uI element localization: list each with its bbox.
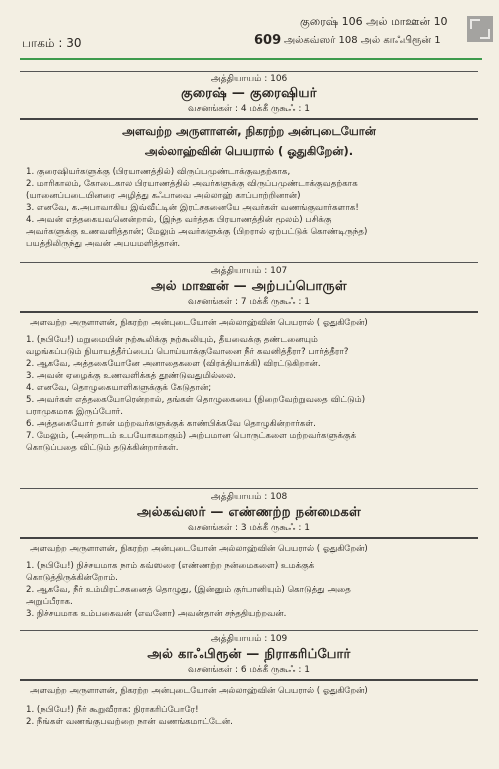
page-number: 609 xyxy=(254,33,282,48)
chapter-title: அல் காஃபிரூன் — நிராகரிப்போர் xyxy=(147,647,351,662)
section-label: பாகம் : 30 xyxy=(22,36,82,50)
verses-106 xyxy=(26,166,478,250)
chapter-meta: வசனங்கள் : 3 மக்கீ ருகூஃ : 1 xyxy=(188,523,310,533)
verse-line: அறுப்பீராக. xyxy=(26,597,73,607)
expand-icon[interactable] xyxy=(467,16,493,42)
divider xyxy=(20,71,478,72)
verse-line: 2. மாரிகாலம், கோடைகால பிரயாணத்தில் அவர்களுக்கு விருப்பமுண்டாக்குவதற்காக xyxy=(26,179,358,189)
running-head-line1: குரைஷ் 106 அல் மாஊன் 10 xyxy=(300,15,448,28)
verse-line: 6. அத்தகையோர் தான் மற்றவர்களுக்குக் காண்பிக்கவே தொழுகின்றார்கள். xyxy=(26,419,316,429)
verse-line: பராமுகமாக இருப்போர். xyxy=(26,407,123,417)
chapter-number: அத்தியாயம் : 107 xyxy=(210,266,288,276)
verses-108 xyxy=(26,560,478,620)
chapter-meta: வசனங்கள் : 6 மக்கீ ருகூஃ : 1 xyxy=(188,665,310,675)
chapter-meta: வசனங்கள் : 4 மக்கீ ருகூஃ : 1 xyxy=(188,104,310,114)
running-head-line2: அல்கவ்ஸர் 108 அல் காஃபிரூன் 1 xyxy=(284,35,441,46)
verse-line: 3. நிச்சயமாக உம்பகைவன் (எவனோ) அவன்தான் சந்ததியற்றவன். xyxy=(26,609,287,619)
verse-line: 4. எனவே, தொழுகையாளிகளுக்குக் கேடுதான்; xyxy=(26,383,212,393)
verse-line: 1. (நபியே!) நிச்சயமாக நாம் கவ்ஸரை (எண்ணற்ற நன்மைகளை) உமக்குக் xyxy=(26,561,315,571)
verse-line: 1. குரைஷியர்களுக்கு (பிரயாணத்தில்) விருப்பமுண்டாக்குவதற்காக, xyxy=(26,167,291,177)
basmala: அளவற்ற அருளாளன், நிகரற்ற அன்புடையோன் அல்லாஹ்வின் பெயரால் ( ஓதுகிறேன்) xyxy=(30,544,368,554)
verse-line: 1. (நபியே!) நீர் கூறுவீராக: நிராகரிப்போரே! xyxy=(26,705,199,715)
verse-line: 1. (நபியே!) மறுமையின் நற்கூலிக்கு நற்கூலியும், தீயவைக்கு தண்டனையும் xyxy=(26,335,318,345)
basmala: அளவற்ற அருளாளன், நிகரற்ற அன்புடையோன் அல்லாஹ்வின் பெயரால் ( ஓதுகிறேன்) xyxy=(30,686,368,696)
divider xyxy=(20,118,478,120)
chapter-title: அல் மாஊன் — அற்பப்பொருள் xyxy=(151,279,347,294)
verse-line: கொடுப்பதை விட்டும் தடுக்கின்றார்கள். xyxy=(26,443,179,453)
verse-line: 7. மேலும், (அன்றாடம் உபயோகமாகும்) அற்பமான பொருட்களை மற்றவர்களுக்குக் xyxy=(26,431,357,441)
verse-line: 5. அவர்கள் எத்தகையோரென்றால், தங்கள் தொழுகையை (நிறைவேற்றுவதை விட்டும்) xyxy=(26,395,366,405)
divider xyxy=(20,537,478,539)
verse-line: 2. நீங்கள் வணங்குபவற்றை நான் வணங்கமாட்டேன். xyxy=(26,717,233,727)
verse-line: அவர்களுக்கு உணவளித்தான்; மேலும் அவர்களுக்கு (பிறரால் ஏற்பட்டுக் கொண்டிருந்த) xyxy=(26,227,368,237)
page-header xyxy=(0,0,499,60)
basmala-heading-line2: அல்லாஹ்வின் பெயரால் ( ஓதுகிறேன்). xyxy=(144,144,354,158)
verse-line: 4. அவன் எத்தகையவனென்றால், (இந்த வர்த்தக பிரயாணத்தின் மூலம்) பசிக்கு xyxy=(26,215,332,225)
chapter-number: அத்தியாயம் : 108 xyxy=(210,492,288,502)
basmala-heading: அளவற்ற அருளாளன், நிகரற்ற அன்புடையோன் xyxy=(122,124,376,138)
verses-109 xyxy=(26,704,478,728)
verse-line: கொடுத்திருக்கின்றோம். xyxy=(26,573,118,583)
verse-line: வழங்கப்படும் நியாயத்தீர்ப்பைப் பொய்யாக்குவோனை நீர் கவனித்தீரா? பார்த்தீரா? xyxy=(26,347,349,357)
chapter-meta: வசனங்கள் : 7 மக்கீ ருகூஃ : 1 xyxy=(188,297,310,307)
verse-line: 3. அவன் ஏழைக்கு உணவளிக்கத் தூண்டுவதுமில்லை. xyxy=(26,371,237,381)
verse-line: 2. ஆகவே, அத்தகையோனே அனாதைகளை (விரக்தியாக்கி) விரட்டுகிறான். xyxy=(26,359,321,369)
chapter-number: அத்தியாயம் : 106 xyxy=(210,74,288,84)
verses-107 xyxy=(26,334,478,454)
divider xyxy=(20,262,478,263)
divider xyxy=(20,630,478,631)
header-divider xyxy=(20,58,482,60)
verse-line: பயத்திலிருந்து அவன் அபயமளித்தான். xyxy=(26,239,181,249)
basmala: அளவற்ற அருளாளன், நிகரற்ற அன்புடையோன் அல்லாஹ்வின் பெயரால் ( ஓதுகிறேன்) xyxy=(30,318,368,328)
divider xyxy=(20,488,478,489)
chapter-number: அத்தியாயம் : 109 xyxy=(210,634,288,644)
verse-line: 3. எனவே, க.அபாவாகிய இவ்வீட்டின் இரட்சகனையே அவர்கள் வணங்குவார்களாக! xyxy=(26,203,359,213)
chapter-title: குரைஷ் — குரைஷியர் xyxy=(181,86,317,101)
chapter-title: அல்கவ்ஸர் — எண்ணற்ற நன்மைகள் xyxy=(136,505,361,520)
divider xyxy=(20,311,478,313)
verse-line: (யானைப்படையினரை அழித்து கஃபாவை அல்லாஹ் காப்பாற்றினான்) xyxy=(26,191,301,201)
divider xyxy=(20,679,478,681)
verse-line: 2. ஆகவே, நீர் உம்மிரட்சகனைத் தொழுது, (இன்னும் குர்பானியும்) கொடுத்து அதை xyxy=(26,585,351,595)
